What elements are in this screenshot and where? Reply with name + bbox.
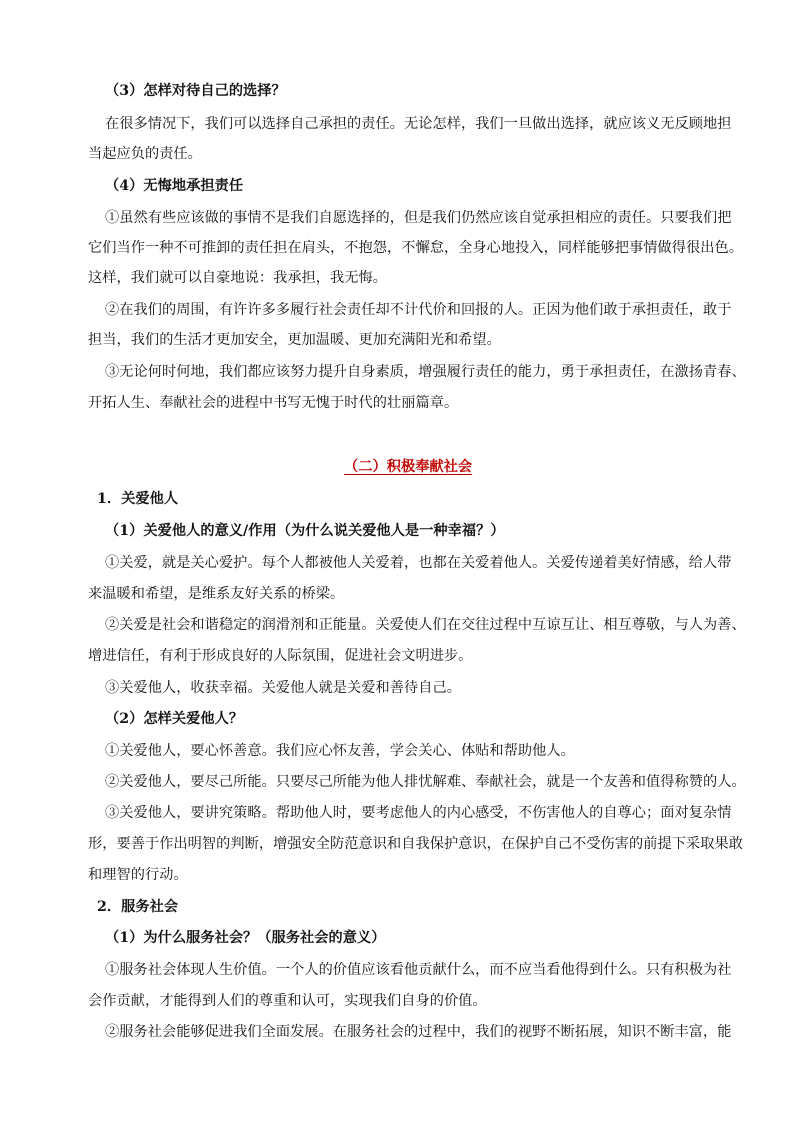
paragraph-line: 它们当作一种不可推卸的责任担在肩头，不抱怨，不懈怠，全身心地投入，同样能够把事情做得很出色。 bbox=[88, 240, 743, 256]
paragraph-line: ③关爱他人，要讲究策略。帮助他人时，要考虑他人的内心感受，不伤害他人的自尊心；面对复杂情 bbox=[105, 805, 732, 821]
paragraph-line: 和理智的行动。 bbox=[88, 867, 188, 883]
paragraph-line: 开拓人生、奉献社会的进程中书写无愧于时代的壮丽篇章。 bbox=[88, 395, 459, 411]
paragraph-line: 当起应负的责任。 bbox=[88, 146, 202, 162]
paragraph-line: ②在我们的周围，有许许多多履行社会责任却不计代价和回报的人。正因为他们敢于承担责任，敢于 bbox=[105, 302, 732, 318]
paragraph-line: ③无论何时何地，我们都应该努力提升自身素质，增强履行责任的能力，勇于承担责任，在激扬青春、 bbox=[105, 364, 746, 380]
subheading-why-serve: （1）为什么服务社会？（服务社会的意义） bbox=[105, 930, 386, 946]
paragraph-line: ①关爱，就是关心爱护。每个人都被他人关爱着，也都在关爱着他人。关爱传递着美好情感，给人带 bbox=[105, 555, 732, 571]
paragraph-line: ①虽然有些应该做的事情不是我们自愿选择的，但是我们仍然应该自觉承担相应的责任。只要我们把 bbox=[105, 210, 732, 226]
paragraph-line: ②服务社会能够促进我们全面发展。在服务社会的过程中，我们的视野不断拓展，知识不断丰富，能 bbox=[105, 1024, 732, 1040]
subheading-how-to-care: （2）怎样关爱他人？ bbox=[105, 711, 244, 727]
paragraph-line: ①关爱他人，要心怀善意。我们应心怀友善，学会关心、体贴和帮助他人。 bbox=[105, 743, 575, 759]
paragraph-line: 在很多情况下，我们可以选择自己承担的责任。无论怎样，我们一旦做出选择，就应该义无反顾地担 bbox=[105, 116, 732, 132]
paragraph-line: 形，要善于作出明智的判断，增强安全防范意识和自我保护意识，在保护自己不受伤害的前提下采取果敢 bbox=[88, 836, 743, 852]
paragraph-line: ②关爱是社会和谐稳定的润滑剂和正能量。关爱使人们在交往过程中互谅互让、相互尊敬，与人为善、 bbox=[105, 617, 746, 633]
paragraph-line: ③关爱他人，收获幸福。关爱他人就是关爱和善待自己。 bbox=[105, 680, 461, 696]
paragraph-line: 来温暖和希望，是维系友好关系的桥梁。 bbox=[88, 586, 345, 602]
paragraph-line: ②关爱他人，要尽己所能。只要尽己所能为他人排忧解难、奉献社会，就是一个友善和值得称赞的人。 bbox=[105, 774, 746, 790]
heading-bear-responsibility: （4）无悔地承担责任 bbox=[105, 178, 244, 194]
paragraph-line: 担当，我们的生活才更加安全，更加温暖、更加充满阳光和希望。 bbox=[88, 332, 501, 348]
section-title: （二）积极奉献社会 bbox=[344, 459, 473, 475]
heading-serve-society: 2．服务社会 bbox=[97, 899, 179, 915]
paragraph-line: 这样，我们就可以自豪地说：我承担，我无悔。 bbox=[88, 270, 387, 286]
paragraph-line: 增进信任，有利于形成良好的人际氛围，促进社会文明进步。 bbox=[88, 648, 473, 664]
heading-care-for-others: 1．关爱他人 bbox=[97, 491, 179, 507]
subheading-care-meaning: （1）关爱他人的意义/作用（为什么说关爱他人是一种幸福？） bbox=[105, 523, 505, 539]
paragraph-line: ①服务社会体现人生价值。一个人的价值应该看他贡献什么，而不应当看他得到什么。只有积极为社 bbox=[105, 962, 732, 978]
heading-how-to-treat-choice: （3）怎样对待自己的选择？ bbox=[105, 83, 286, 99]
paragraph-line: 会作贡献，才能得到人们的尊重和认可，实现我们自身的价值。 bbox=[88, 993, 487, 1009]
